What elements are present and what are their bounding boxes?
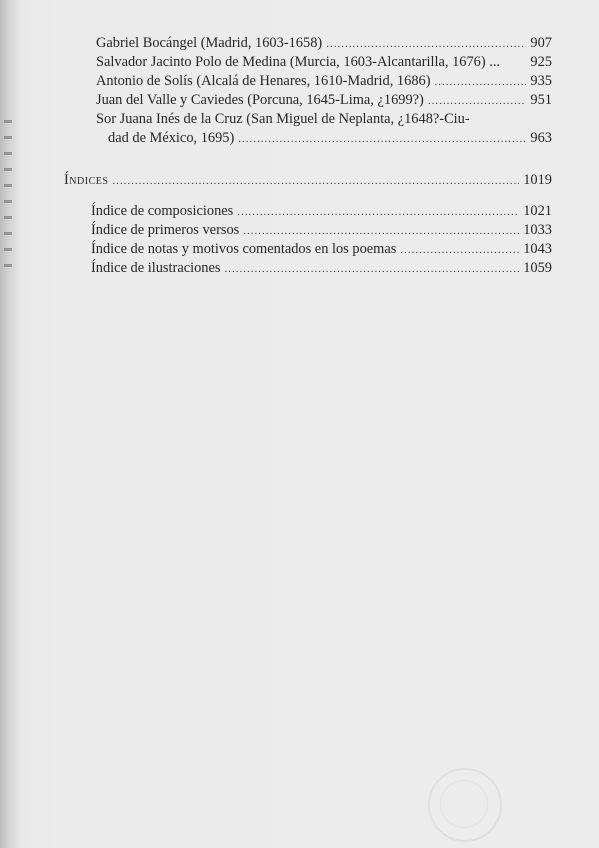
- dot-leader: [435, 73, 527, 92]
- toc-entry-indice-composiciones: [91, 202, 552, 222]
- toc-entry-solis: [96, 72, 552, 92]
- toc-entry-title: Índice de ilustraciones: [91, 260, 221, 276]
- toc-entry-title: Gabriel Bocángel (Madrid, 1603-1658): [96, 35, 323, 51]
- dot-leader: [112, 172, 519, 191]
- toc-entry-page: 1059: [523, 260, 552, 276]
- dot-leader: [326, 35, 526, 54]
- dot-leader: [428, 92, 527, 111]
- toc-entry-sor-juana: [108, 129, 552, 149]
- dot-leader: [237, 203, 519, 222]
- facing-page-bleed: [2, 120, 14, 350]
- toc-entry-title-continuation: dad de México, 1695): [108, 130, 235, 146]
- toc-entry-page: 935: [530, 73, 552, 89]
- dot-leader: [400, 241, 519, 260]
- dot-leader: [243, 222, 519, 241]
- toc-section-indices: [64, 171, 552, 191]
- toc-entry-title: Índice de primeros versos: [91, 222, 240, 238]
- toc-entry-title: Salvador Jacinto Polo de Medina (Murcia, 1603-Alcantarilla, 1676) ...: [96, 54, 501, 70]
- toc-entry-bocangel: [96, 34, 552, 54]
- toc-entry-title: Índice de composiciones: [91, 203, 234, 219]
- toc-entry-title: Índice de notas y motivos comentados en los poemas: [91, 241, 397, 257]
- toc-entry-page: 963: [530, 130, 552, 146]
- dot-leader: [238, 130, 526, 149]
- toc-entry-title: Antonio de Solís (Alcalá de Henares, 1610-Madrid, 1686): [96, 73, 431, 89]
- toc-entry-page: 907: [530, 35, 552, 51]
- toc-entry-title: Juan del Valle y Caviedes (Porcuna, 1645-Lima, ¿1699?): [96, 92, 424, 108]
- toc-entry-sor-juana-line1: [96, 110, 470, 129]
- toc-section-title: Índices: [64, 172, 109, 188]
- toc-entry-valle-caviedes: [96, 91, 552, 111]
- toc-entry-title: Sor Juana Inés de la Cruz (San Miguel de Neplanta, ¿1648?-Ciu-: [96, 111, 470, 127]
- toc-entry-page: 925: [530, 54, 552, 70]
- toc-entry-page: 1033: [523, 222, 552, 238]
- toc-entry-page: 1043: [523, 241, 552, 257]
- toc-entry-indice-ilustraciones: [91, 259, 552, 279]
- show-through-seal: [428, 768, 502, 842]
- toc-entry-page: 1021: [523, 203, 552, 219]
- toc-entry-page: 951: [530, 92, 552, 108]
- toc-entry-polo-de-medina: [96, 53, 552, 73]
- toc-section-page: 1019: [523, 172, 552, 188]
- toc-entry-indice-notas: [91, 240, 552, 260]
- dot-leader: [224, 260, 519, 279]
- toc-entry-indice-primeros-versos: [91, 221, 552, 241]
